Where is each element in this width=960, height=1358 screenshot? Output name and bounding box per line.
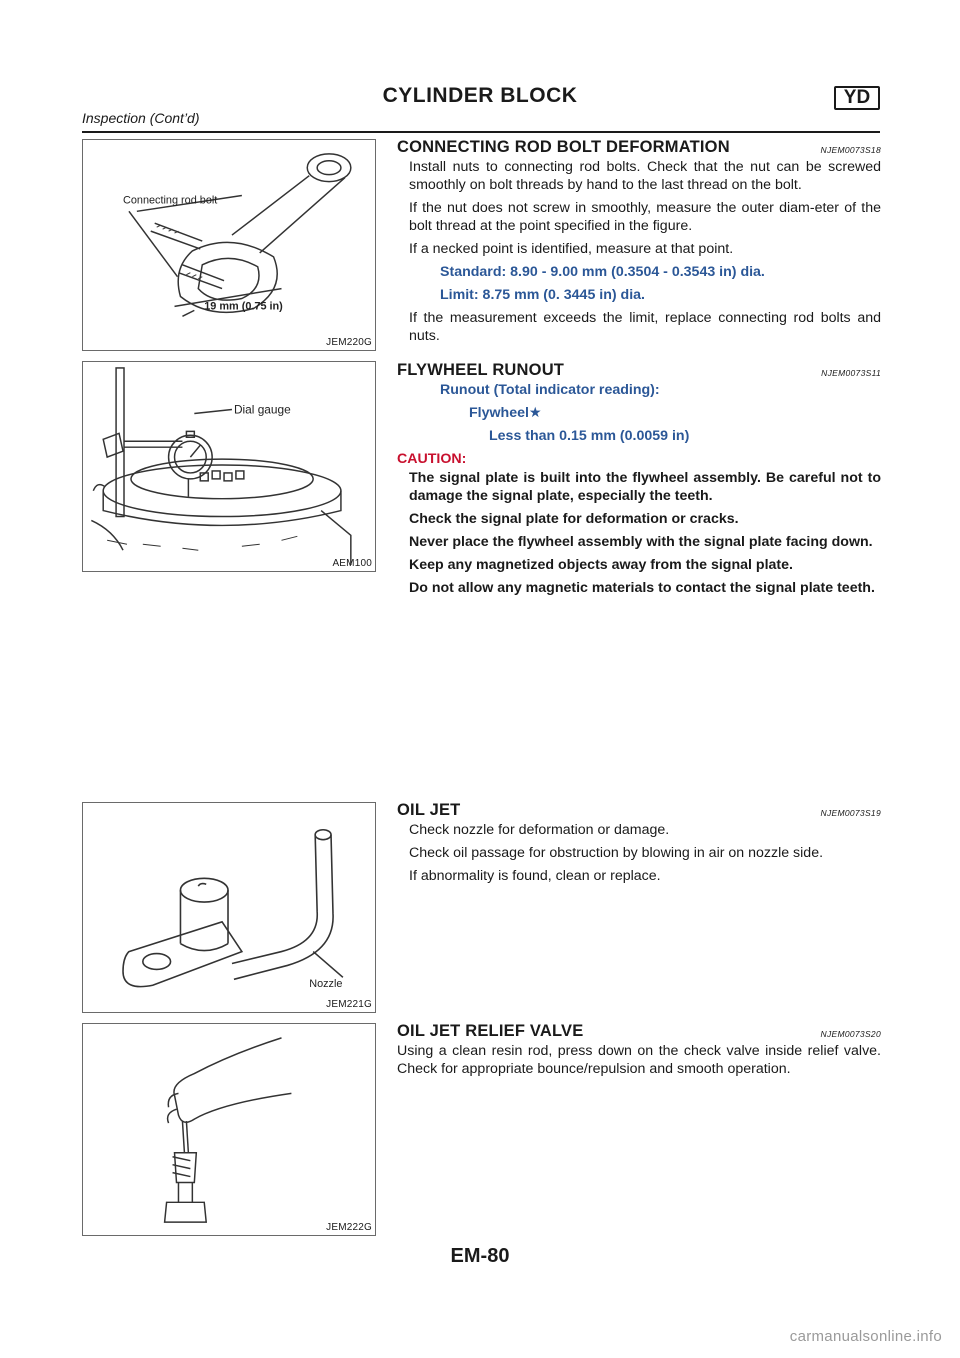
caution-item: The signal plate is built into the flywheel assembly. Be careful not to damage the signal plate, especially the teeth.: [409, 470, 881, 504]
figure-id: AEM100: [332, 558, 372, 569]
label-dial-gauge: Dial gauge: [233, 402, 291, 417]
paragraph: If a necked point is identified, measure at that point.: [409, 241, 734, 257]
dial-gauge-illustration: [83, 362, 375, 571]
section-ref-code: NJEM0073S20: [820, 1029, 881, 1039]
header-divider: [82, 131, 880, 133]
section-heading: [397, 138, 881, 158]
page-title: CYLINDER BLOCK: [382, 84, 578, 107]
spec-runout-label: Runout (Total indicator reading):: [440, 382, 660, 398]
paragraph: Using a clean resin rod, press down on the check valve inside relief valve. Check for appropriate bounce/repulsion and smooth operation.: [397, 1043, 881, 1077]
section-title: FLYWHEEL RUNOUT: [397, 361, 565, 379]
paragraph: If abnormality is found, clean or replace.: [409, 868, 661, 884]
figure-relief-valve: [82, 1023, 376, 1236]
connecting-rod-illustration: [83, 140, 375, 350]
page-number: EM-80: [450, 1245, 510, 1267]
section-oil-jet-relief-valve: [397, 1022, 881, 1083]
label-nozzle: Nozzle: [309, 978, 343, 991]
section-flywheel-runout: [397, 361, 881, 602]
section-heading: [397, 361, 881, 381]
figure-id: JEM220G: [326, 337, 372, 348]
section-title: CONNECTING ROD BOLT DEFORMATION: [397, 138, 730, 156]
caution-item: Do not allow any magnetic materials to contact the signal plate teeth.: [409, 580, 875, 596]
paragraph: Check oil passage for obstruction by blowing in air on nozzle side.: [409, 845, 824, 861]
spec-standard: Standard: 8.90 - 9.00 mm (0.3504 - 0.3543 in) dia.: [440, 264, 765, 280]
engine-badge: YD: [834, 86, 880, 110]
figure-oil-jet: [82, 802, 376, 1013]
section-ref-code: NJEM0073S18: [820, 145, 881, 155]
section-heading: [397, 801, 881, 821]
caution-item: Keep any magnetized objects away from the signal plate.: [409, 557, 793, 573]
watermark: carmanualsonline.info: [789, 1328, 942, 1345]
section-oil-jet: [397, 801, 881, 890]
label-19mm: 19 mm (0.75 in): [204, 300, 283, 313]
section-rod-bolt-deformation: [397, 138, 881, 350]
caution-item: Never place the flywheel assembly with the signal plate facing down.: [409, 534, 873, 550]
section-title: OIL JET RELIEF VALVE: [397, 1022, 584, 1040]
figure-id: JEM222G: [326, 1222, 372, 1233]
spec-limit: Limit: 8.75 mm (0. 3445 in) dia.: [440, 287, 645, 303]
figure-id: JEM221G: [326, 999, 372, 1010]
paragraph: Install nuts to connecting rod bolts. Check that the nut can be screwed smoothly on bolt threads by hand to the last thread on the bolt.: [409, 159, 881, 193]
figure-flywheel-dial-gauge: [82, 361, 376, 572]
caution-item: Check the signal plate for deformation or cracks.: [409, 511, 739, 527]
paragraph: If the nut does not screw in smoothly, measure the outer diam-eter of the bolt thread at the point specified in the figure.: [409, 200, 881, 234]
relief-valve-illustration: [83, 1024, 375, 1235]
spec-flywheel-label: Flywheel★: [469, 405, 542, 421]
caution-label: CAUTION:: [397, 451, 467, 467]
oil-jet-illustration: [83, 803, 375, 1012]
section-title: OIL JET: [397, 801, 461, 819]
section-ref-code: NJEM0073S11: [821, 368, 881, 378]
paragraph: Check nozzle for deformation or damage.: [409, 822, 670, 838]
label-connecting-rod-bolt: Connecting rod bolt: [123, 194, 218, 207]
spec-flywheel-limit: Less than 0.15 mm (0.0059 in): [489, 428, 690, 444]
figure-connecting-rod: [82, 139, 376, 351]
section-heading: [397, 1022, 881, 1042]
paragraph: If the measurement exceeds the limit, replace connecting rod bolts and nuts.: [409, 310, 881, 344]
section-ref-code: NJEM0073S19: [820, 808, 881, 818]
page-subtitle: Inspection (Cont’d): [82, 110, 200, 126]
